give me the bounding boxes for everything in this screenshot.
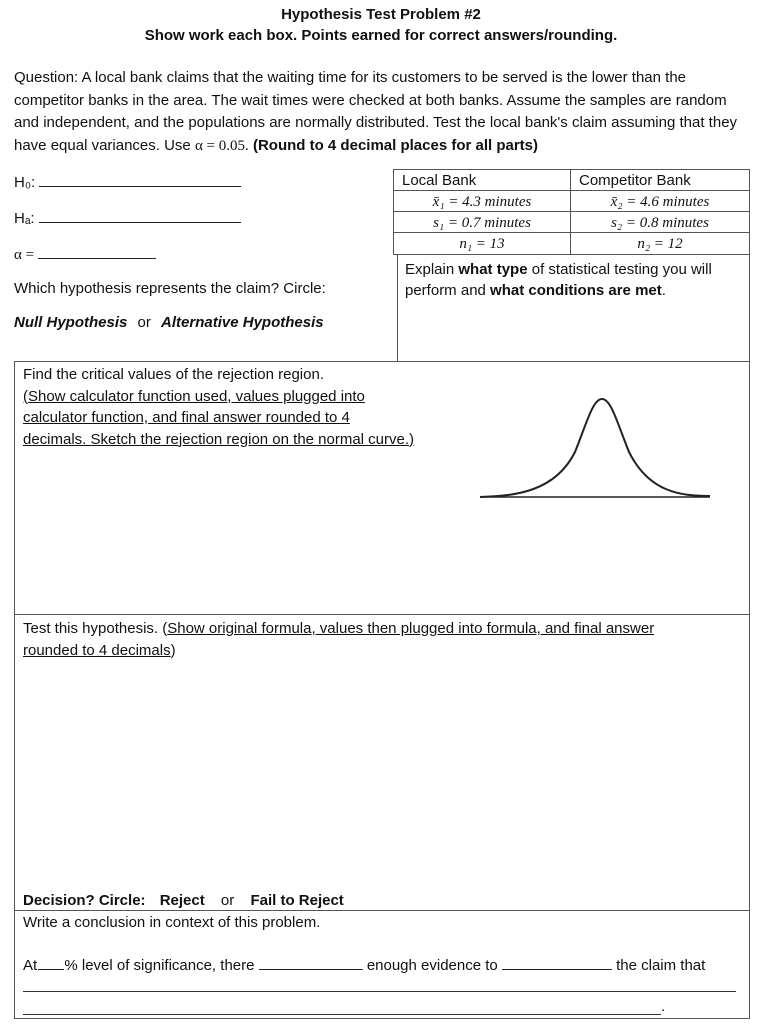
question-text: Question: A local bank claims that the waiting time for its customers to be served is the lower than the competitor banks in the area. The wait times were checked at both banks. Assume the samples are random and independent, and the populations are normally distributed. Test the local bank's claim assuming that they have equal variances. Use — [14, 69, 738, 154]
conclusion-claim-that: the claim that — [616, 957, 706, 974]
bottom-border — [14, 1018, 750, 1019]
test-pre: Test this hypothesis. ( — [23, 620, 168, 637]
h0-row — [14, 174, 241, 191]
ha-row — [14, 210, 241, 227]
local-sd: s₁ = 0.7 minutes — [393, 211, 571, 233]
ha-answer-blank[interactable] — [39, 221, 241, 223]
table-header-competitor: Competitor Bank — [570, 169, 750, 191]
action-blank[interactable] — [502, 968, 612, 970]
conclusion-prompt: Write a conclusion in context of this problem. — [23, 914, 321, 931]
page-title: Hypothesis Test Problem #2 — [281, 6, 481, 23]
question-paragraph — [14, 67, 742, 157]
claim-prompt: Which hypothesis represents the claim? Circle: — [14, 280, 326, 297]
test-top-border — [14, 614, 750, 615]
conclusion-period: . — [661, 998, 666, 1015]
competitor-mean: x̄₂ = 4.6 minutes — [570, 190, 750, 212]
decision-row — [23, 892, 344, 909]
critical-line2: (Show calculator function used, values plugged into — [23, 387, 365, 405]
conclusion-line-1[interactable] — [23, 991, 736, 992]
explain-pre: Explain — [405, 261, 455, 278]
h0-answer-blank[interactable] — [39, 185, 241, 187]
explain-what-type: what type — [458, 261, 528, 278]
test-close: ) — [170, 641, 176, 659]
conclusion-line-2[interactable] — [23, 1014, 661, 1015]
explain-mid: of statistical testing you will perform and — [405, 261, 712, 299]
conclusion-sentence — [23, 957, 705, 974]
competitor-n: n₂ = 12 — [570, 232, 750, 255]
there-is-blank[interactable] — [259, 968, 363, 970]
critical-line4: decimals. Sketch the rejection region on the normal curve.) — [23, 430, 415, 448]
reject-option[interactable]: Reject — [159, 892, 205, 909]
explain-prompt — [405, 259, 745, 301]
alpha-answer-blank[interactable] — [38, 257, 156, 259]
conclusion-top-border — [14, 910, 750, 911]
left-border — [14, 361, 15, 1019]
test-line2: rounded to 4 decimals — [23, 641, 171, 659]
fail-to-reject-option[interactable]: Fail to Reject — [250, 892, 344, 909]
explain-end: . — [661, 282, 666, 299]
alpha-expression: α = 0.05. — [194, 137, 249, 154]
local-n: n₁ = 13 — [393, 232, 571, 255]
rounding-note: (Round to 4 decimal places for all parts) — [252, 136, 539, 154]
h0-label: H₀: — [14, 174, 36, 191]
page-subtitle: Show work each box. Points earned for correct answers/rounding. — [144, 27, 618, 44]
critical-top-border — [14, 361, 750, 362]
claim-or: or — [137, 314, 151, 331]
test-line1: Show original formula, values then plugged into formula, and final answer — [167, 620, 655, 637]
decision-or: or — [220, 892, 235, 909]
conclusion-at: At — [23, 957, 38, 974]
normal-curve-line — [480, 399, 710, 497]
null-hypothesis-option[interactable]: Null Hypothesis — [14, 314, 128, 331]
alpha-label: α = — [14, 247, 35, 263]
conclusion-pct: % level of significance, there — [64, 957, 255, 974]
critical-instructions — [23, 364, 414, 450]
right-border — [749, 361, 750, 1019]
ha-label: Hₐ: — [14, 210, 35, 227]
table-header-local: Local Bank — [393, 169, 571, 191]
critical-line3: calculator function, and final answer rounded to 4 — [23, 409, 350, 426]
conclusion-evidence: enough evidence to — [366, 957, 498, 974]
competitor-sd: s₂ = 0.8 minutes — [570, 211, 750, 233]
significance-blank[interactable] — [38, 968, 64, 970]
local-mean: x̄₁ = 4.3 minutes — [393, 190, 571, 212]
alpha-row — [14, 246, 156, 264]
alternative-hypothesis-option[interactable]: Alternative Hypothesis — [161, 314, 324, 331]
normal-curve-sketch[interactable] — [475, 392, 715, 504]
critical-line1: Find the critical values of the rejection region. — [23, 366, 324, 383]
decision-label: Decision? Circle: — [23, 892, 146, 909]
test-instructions — [23, 618, 654, 661]
explain-conditions: what conditions are met — [490, 282, 662, 299]
claim-options — [14, 314, 324, 331]
